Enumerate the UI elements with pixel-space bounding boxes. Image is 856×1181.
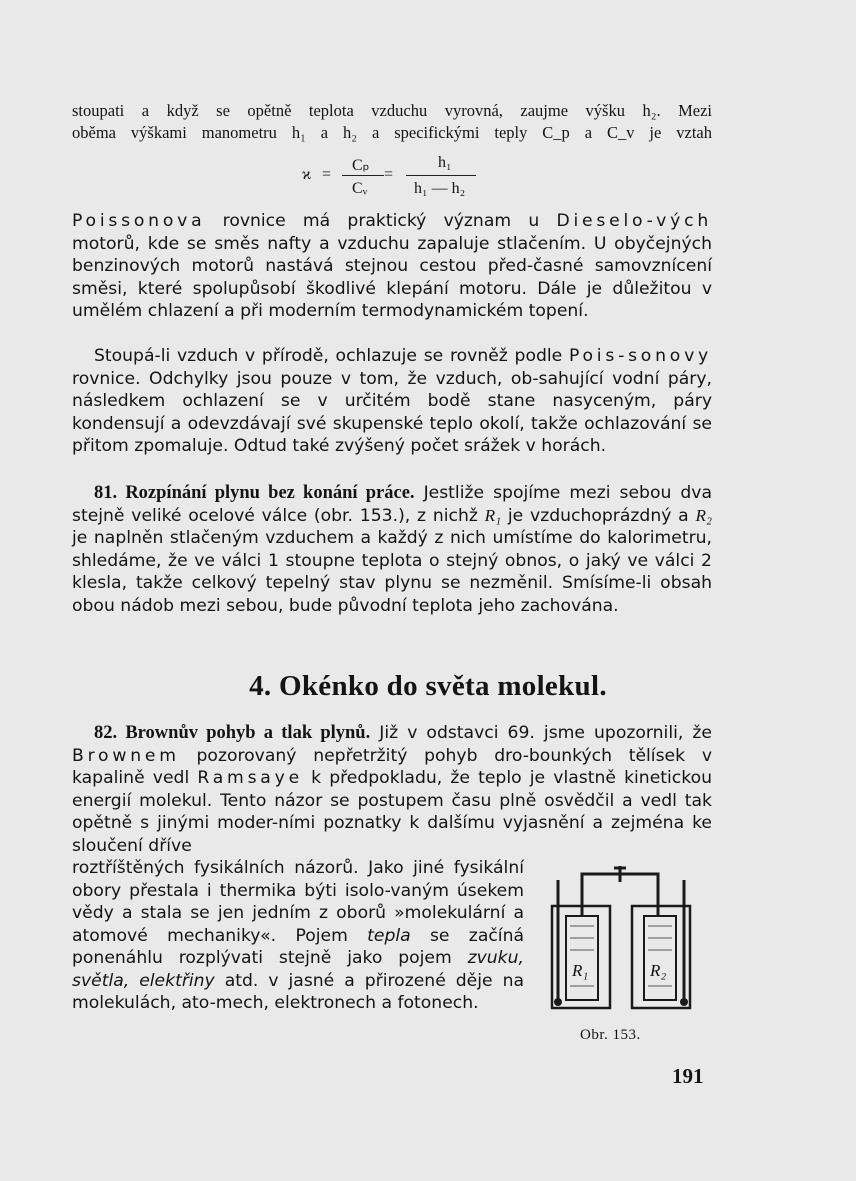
cylinder-r2 bbox=[644, 916, 676, 1000]
paragraph-text: se začíná ponenáhlu rozplývati stejně jako pojem bbox=[72, 925, 524, 968]
paragraph-text: roztříštěných fysikálních názorů. Jako jiné fysikální obory přestala i thermika býti isolo-vaným úsekem vědy a stala se jen jedním z oborů »molekulární a atomové mechaniky«. Pojem bbox=[72, 858, 524, 946]
formula-equals-2: = bbox=[384, 166, 394, 183]
cylinder-r1 bbox=[566, 916, 598, 1000]
formula-cv: Cᵥ bbox=[352, 180, 368, 197]
paragraph-text: rovnice. Odchylky jsou pouze v tom, že vzduch, ob-sahující vodní páry, následkem ochlazení se v určitém bodě stane nasyceným, páry kondensují a odevzdávají své skupenské teplo okolí, takže ochlazování se přitom zpomaluje. Odtud také zvýšený počet srážek v horách. bbox=[72, 368, 712, 456]
paragraph-nature bbox=[72, 345, 712, 458]
spaced-name-brown: Brownem bbox=[72, 745, 180, 766]
paragraph-text: atd. v jasné a přirozené děje na molekulách, ato-mech, elektronech a fotonech. bbox=[72, 970, 524, 1013]
spaced-name-poisson: Poissonova bbox=[72, 211, 206, 231]
fraction-bar-2 bbox=[406, 175, 476, 176]
intro-line-2: oběma výškami manometru h₁ a h₂ a specifickými teply C_p a C_v je vztah bbox=[72, 123, 712, 142]
poisson-formula bbox=[302, 150, 482, 206]
fraction-bar-1 bbox=[342, 175, 384, 176]
italic-tepla: tepla bbox=[367, 925, 411, 946]
formula-kappa: ϰ bbox=[302, 166, 311, 183]
spaced-name-ramsay: Ramsaye bbox=[197, 768, 303, 788]
paragraph-text: je vzduchoprázdný a bbox=[501, 505, 696, 526]
section-heading-82: 82. Brownův pohyb a tlak plynů. bbox=[94, 723, 371, 743]
figure-caption: Obr. 153. bbox=[580, 1027, 641, 1043]
label-r1: R₁ bbox=[572, 961, 589, 980]
page-number: 191 bbox=[672, 1064, 704, 1088]
paragraph-text: Stoupá-li vzduch v přírodě, ochlazuje se rovněž podle bbox=[94, 346, 569, 366]
section-81 bbox=[72, 482, 712, 617]
formula-equals-1: = bbox=[322, 166, 332, 183]
spaced-name-poisson-2: Pois-sonovy bbox=[568, 346, 712, 366]
italic-concepts: zvuku, světla, elektřiny bbox=[72, 948, 524, 991]
calorimeter-right bbox=[632, 906, 690, 1008]
section-heading-81: 81. Rozpínání plynu bez konání práce. bbox=[94, 483, 415, 503]
formula-h-diff: h₁ — h₂ bbox=[414, 180, 466, 197]
intro-line-1: stoupati a když se opětně teplota vzduchu vyrovná, zaujme výšku h₂. Mezi bbox=[72, 101, 712, 120]
figure-153-cylinders bbox=[540, 860, 700, 1020]
paragraph-poisson bbox=[72, 210, 712, 323]
paragraph-text: motorů, kde se směs nafty a vzduchu zapaluje stlačením. U obyčejných benzinových motorů nastává stejnou cestou před-časné samovznícení směsi, které spolupůsobí škodlivé klepání motoru. Dále je důležitou v umělém chlazení a při moderním termodynamickém topení. bbox=[72, 233, 712, 321]
chapter-heading: 4. Okénko do světa molekul. bbox=[249, 670, 607, 702]
calorimeter-left bbox=[552, 906, 610, 1008]
paragraph-text: pozorovaný nepřetržitý pohyb dro-bounkých tělísek v kapalině vedl bbox=[72, 745, 712, 788]
paragraph-text: k předpokladu, že teplo je vlastně kinetickou energií molekul. Tento názor se postupem času plně osvědčil a vedl tak opětně s jinými moder-ními poznatky k dalšímu vyjasnění a zejména ke sloučení dříve bbox=[72, 768, 712, 856]
symbol-r2: R₂ bbox=[695, 505, 712, 525]
paragraph-text: Již v odstavci 69. jsme upozornili, že bbox=[370, 723, 712, 743]
paragraph-text: je naplněn stlačeným vzduchem a každý z nich umístíme do kalorimetru, shledáme, že ve válci 1 stoupne teplota o stejný obnos, o jaký ve válci 2 klesla, takže celkový tepelný stav plynu se nezměnil. Smísíme-li obsah obou nádob mezi sebou, bude původní teplota jeho zachována. bbox=[72, 528, 712, 616]
intro-text bbox=[72, 100, 712, 144]
paragraph-text: Jestliže spojíme mezi sebou dva stejně veliké ocelové válce (obr. 153.), z nichž bbox=[72, 483, 712, 526]
paragraph-text: rovnice má praktický význam u bbox=[205, 211, 557, 231]
symbol-r1: R₁ bbox=[484, 505, 502, 525]
formula-h1: h₁ bbox=[438, 154, 452, 171]
formula-cp: Cₚ bbox=[352, 157, 370, 174]
spaced-name-diesel: Dieselo-vých bbox=[556, 211, 712, 231]
label-r2: R₂ bbox=[650, 961, 667, 980]
